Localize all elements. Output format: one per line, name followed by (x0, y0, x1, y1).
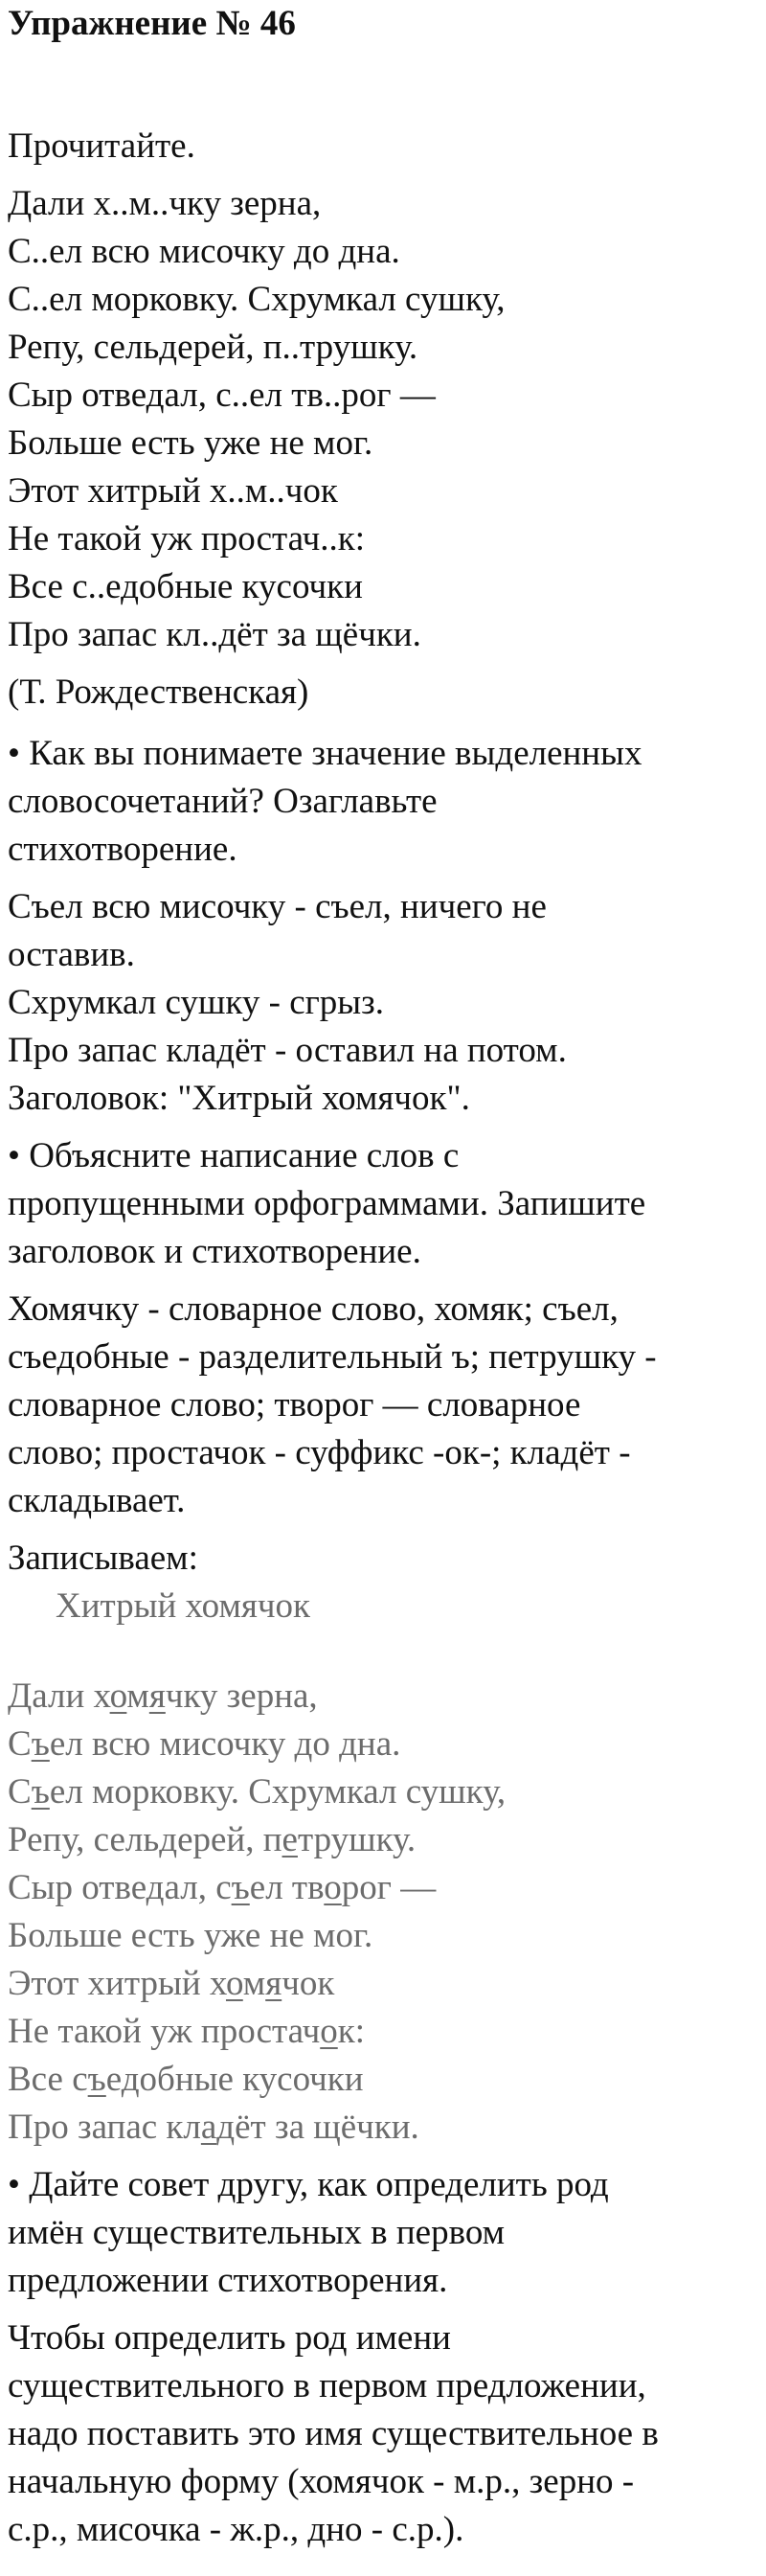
answer-line: Хомячку - словарное слово, хомяк; съел, (8, 1289, 619, 1329)
poem-line: С..ел морковку. Схрумкал сушку, (8, 280, 506, 319)
poem-line: Репу, сельдерей, п..трушку. (8, 328, 418, 367)
task-line: стихотворение. (8, 830, 237, 869)
instruction: Прочитайте. (8, 126, 195, 166)
poem-filled-line: Не такой уж простачок: (8, 2012, 365, 2051)
poem-line: Этот хитрый х..м..чок (8, 471, 338, 511)
spacer (8, 48, 758, 123)
poem-filled-line: Больше есть уже не мог. (8, 1916, 373, 1955)
poem-title: Хитрый хомячок (56, 1586, 310, 1626)
answer-line: Чтобы определить род имени (8, 2318, 451, 2358)
poem-filled (8, 1673, 758, 2152)
answer-line: надо поставить это имя существительное в (8, 2414, 659, 2453)
written-label: Записываем: (8, 1539, 198, 1578)
poem-filled-line: Съел морковку. Схрумкал сушку, (8, 1772, 507, 1812)
answer-line: съедобные - разделительный ъ; петрушку - (8, 1337, 657, 1377)
answer-line: существительного в первом предложении, (8, 2366, 646, 2405)
poem-line: Все с..едобные кусочки (8, 567, 363, 606)
poem-original (8, 180, 758, 659)
poem-line: Больше есть уже не мог. (8, 423, 373, 463)
poem-filled-line: Репу, сельдерей, петрушку. (8, 1820, 417, 1859)
answer-2 (8, 1286, 758, 1525)
poem-filled-line: Дали хомячку зерна, (8, 1676, 318, 1716)
answer-line: словарное слово; творог — словарное (8, 1385, 581, 1425)
answer-line: слово; простачок - суффикс -ок-; кладёт - (8, 1433, 631, 1472)
answer-line: с.р., мисочка - ж.р., дно - с.р.). (8, 2510, 464, 2549)
task-3 (8, 2161, 758, 2305)
task-line: предложении стихотворения. (8, 2261, 448, 2300)
poem-filled-line: Про запас кладёт за щёчки. (8, 2108, 419, 2147)
poem-line: Не такой уж простач..к: (8, 519, 365, 559)
task-line: заголовок и стихотворение. (8, 1232, 421, 1271)
answer-line: Заголовок: "Хитрый хомячок". (8, 1079, 470, 1118)
answer-line: начальную форму (хомячок - м.р., зерно - (8, 2462, 635, 2501)
task-line: пропущенными орфограммами. Запишите (8, 1184, 646, 1223)
poem-filled-line: Все съедобные кусочки (8, 2060, 364, 2099)
answer-line: Про запас кладёт - оставил на потом. (8, 1031, 567, 1070)
task-2 (8, 1132, 758, 1276)
poem-line: Сыр отведал, с..ел тв..рог — (8, 376, 436, 415)
task-line: • Дайте совет другу, как определить род (8, 2165, 609, 2204)
task-1 (8, 730, 758, 874)
poem-line: Дали х..м..чку зерна, (8, 184, 322, 223)
exercise-title: Упражнение № 46 (8, 4, 296, 43)
poem-line: С..ел всю мисочку до дна. (8, 232, 400, 271)
answer-line: складывает. (8, 1481, 186, 1520)
answer-1 (8, 883, 758, 1123)
answer-line: оставив. (8, 935, 135, 974)
task-line: словосочетаний? Озаглавьте (8, 782, 438, 821)
answer-line: Съел всю мисочку - съел, ничего не (8, 887, 547, 926)
task-line: • Как вы понимаете значение выделенных (8, 734, 642, 773)
poem-line: Про запас кл..дёт за щёчки. (8, 615, 421, 654)
answer-3 (8, 2314, 758, 2554)
poem-filled-line: Съел всю мисочку до дна. (8, 1724, 401, 1764)
answer-line: Схрумкал сушку - сгрыз. (8, 983, 385, 1022)
task-line: • Объясните написание слов с (8, 1136, 460, 1175)
poem-filled-line: Сыр отведал, съел творог — (8, 1868, 437, 1907)
poem-author: (Т. Рождественская) (8, 672, 309, 712)
task-line: имён существительных в первом (8, 2213, 506, 2252)
poem-filled-line: Этот хитрый хомячок (8, 1964, 335, 2003)
